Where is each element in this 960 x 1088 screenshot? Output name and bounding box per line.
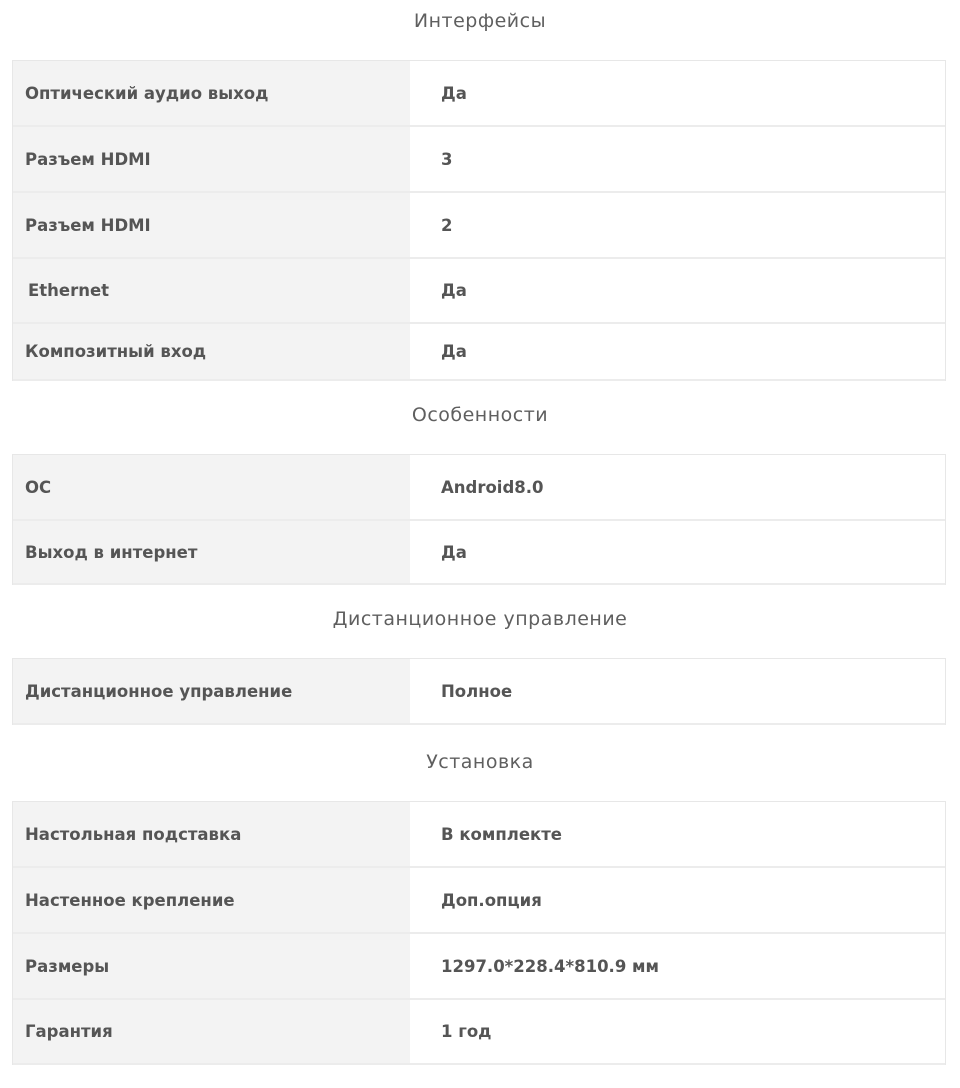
row-label: Разъем HDMI (13, 193, 410, 257)
table-row (13, 324, 945, 381)
row-label: Размеры (13, 934, 410, 998)
table-row (13, 127, 945, 193)
row-value: Да (410, 324, 945, 379)
row-label: Разъем HDMI (13, 127, 410, 191)
row-value: Да (410, 259, 945, 322)
row-value: 3 (410, 127, 945, 191)
table-row (13, 61, 945, 127)
table-row (13, 802, 945, 868)
table-row (13, 455, 945, 521)
row-value: Доп.опция (410, 868, 945, 932)
row-value: В комплекте (410, 802, 945, 866)
row-label: ОС (13, 455, 410, 519)
table-row (13, 259, 945, 324)
row-value: Да (410, 521, 945, 583)
row-label: Гарантия (13, 1000, 410, 1063)
section-title-features: Особенности (411, 404, 549, 426)
row-label: Дистанционное управление (13, 659, 410, 723)
row-value: 2 (410, 193, 945, 257)
row-value: Android8.0 (410, 455, 945, 519)
spec-table-interfaces (12, 60, 946, 381)
table-row (13, 659, 945, 725)
row-value: 1 год (410, 1000, 945, 1063)
spec-table-features (12, 454, 946, 585)
row-label: Настенное крепление (13, 868, 410, 932)
row-label: Настольная подставка (13, 802, 410, 866)
section-title-installation: Установка (426, 751, 534, 773)
row-label: Ethernet (13, 259, 410, 322)
table-row (13, 934, 945, 1000)
table-row (13, 193, 945, 259)
table-row (13, 868, 945, 934)
table-row (13, 1000, 945, 1065)
spec-table-remote-control (12, 658, 946, 725)
table-row (13, 521, 945, 585)
section-title-remote-control: Дистанционное управление (332, 608, 628, 630)
row-value: Полное (410, 659, 945, 723)
row-value: Да (410, 61, 945, 125)
row-label: Выход в интернет (13, 521, 410, 583)
row-value: 1297.0*228.4*810.9 мм (410, 934, 945, 998)
section-title-interfaces: Интерфейсы (413, 10, 547, 32)
spec-table-installation (12, 801, 946, 1065)
row-label: Оптический аудио выход (13, 61, 410, 125)
row-label: Композитный вход (13, 324, 410, 379)
